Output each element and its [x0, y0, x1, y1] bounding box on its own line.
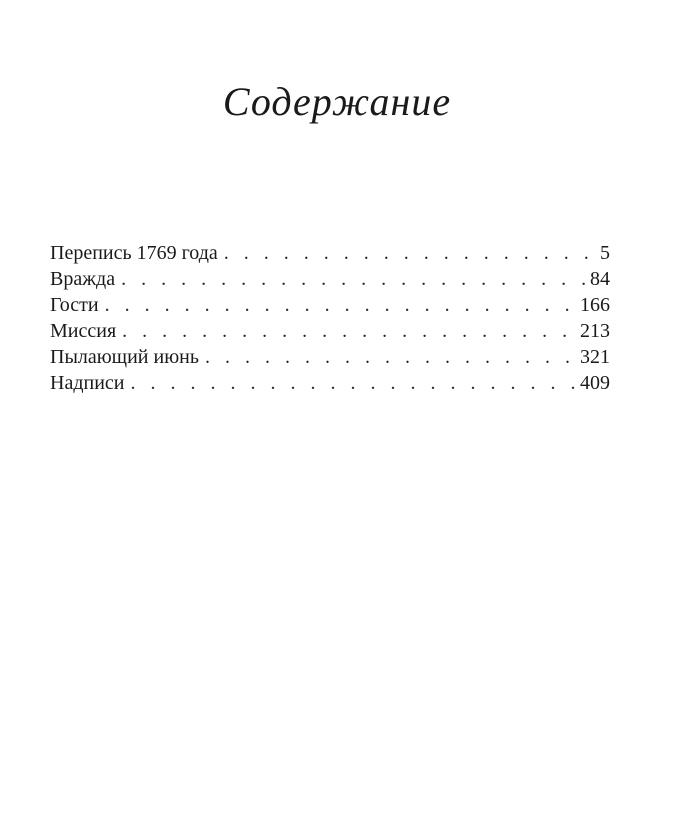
- page-title: Содержание: [222, 79, 452, 124]
- dot-leader: [130, 370, 576, 396]
- dot-leader: [205, 344, 576, 370]
- table-of-contents: [50, 240, 610, 396]
- toc-entry-page: 5: [600, 242, 610, 264]
- toc-entry[interactable]: [50, 292, 610, 318]
- toc-entry-page: 166: [580, 294, 610, 316]
- toc-entry-label: Надписи: [50, 372, 125, 394]
- toc-entry-label: Перепись 1769 года: [50, 242, 218, 264]
- toc-entry-page: 84: [590, 268, 610, 290]
- toc-entry[interactable]: [50, 370, 610, 396]
- toc-entry-label: Вражда: [50, 268, 116, 290]
- toc-entry-label: Гости: [50, 294, 99, 316]
- dot-leader: [121, 266, 586, 292]
- dot-leader: [224, 240, 596, 266]
- toc-entry[interactable]: [50, 266, 610, 292]
- dot-leader: [105, 292, 576, 318]
- toc-entry-label: Пылающий июнь: [50, 346, 199, 368]
- toc-entry-label: Миссия: [50, 320, 117, 342]
- toc-entry[interactable]: [50, 344, 610, 370]
- dot-leader: [122, 318, 576, 344]
- toc-entry[interactable]: [50, 240, 610, 266]
- toc-entry-page: 409: [580, 372, 610, 394]
- toc-entry-page: 321: [580, 346, 610, 368]
- toc-entry-page: 213: [580, 320, 610, 342]
- toc-entry[interactable]: [50, 318, 610, 344]
